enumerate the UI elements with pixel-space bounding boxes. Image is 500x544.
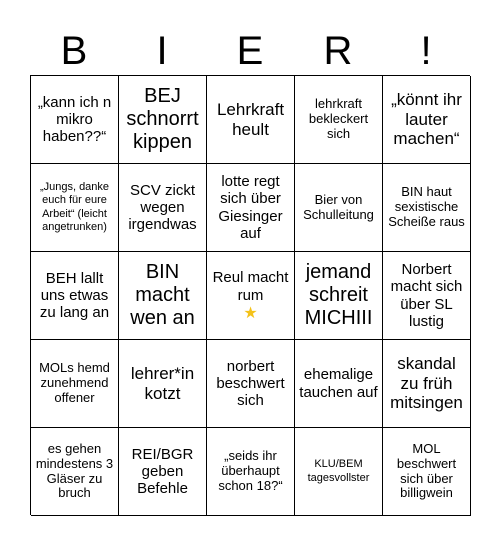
bingo-cell[interactable] [207, 340, 295, 428]
cell-text: BIN macht wen an [130, 261, 195, 329]
bingo-cell[interactable] [383, 428, 471, 516]
bingo-cell[interactable] [295, 76, 383, 164]
bingo-cell[interactable] [119, 76, 207, 164]
bingo-cell[interactable] [207, 428, 295, 516]
cell-text: lotte regt sich über Giesinger auf [218, 173, 283, 242]
bingo-cell[interactable] [119, 428, 207, 516]
bingo-cell[interactable] [31, 252, 119, 340]
bingo-cell[interactable] [119, 164, 207, 252]
title-letter-r: R [323, 29, 353, 73]
bingo-cell[interactable] [207, 164, 295, 252]
cell-text: lehrkraft bekleckert sich [308, 96, 369, 141]
cell-text: SCV zickt wegen irgendwas [128, 181, 197, 234]
bingo-cell[interactable] [295, 164, 383, 252]
bingo-card [30, 75, 470, 515]
cell-text: jemand schreit MICHIII [304, 261, 373, 329]
cell-text: ehemalige tauchen auf [299, 366, 378, 401]
cell-text: MOLs hemd zunehmend offener [39, 360, 110, 405]
bingo-cell[interactable] [119, 252, 207, 340]
cell-text: Norbert macht sich über SL lustig [390, 261, 463, 330]
title-letter-b: B [60, 29, 88, 73]
bingo-cell[interactable] [207, 76, 295, 164]
bingo-title [30, 28, 470, 74]
cell-text: norbert beschwert sich [216, 357, 285, 410]
cell-text: skandal zu früh mitsingen [390, 354, 463, 413]
cell-text: „seids ihr überhaupt schon 18?“ [218, 448, 283, 493]
bingo-cell[interactable] [31, 428, 119, 516]
star-icon: ★ [243, 304, 258, 322]
bingo-cell[interactable] [383, 164, 471, 252]
bingo-cell[interactable] [31, 340, 119, 428]
title-letter-e: E [236, 29, 264, 73]
cell-text: KLU/BEM tagesvollster [307, 458, 370, 484]
bingo-cell[interactable] [383, 76, 471, 164]
cell-text: lehrer*in kotzt [130, 363, 195, 403]
bingo-cell[interactable] [31, 164, 119, 252]
bingo-cell[interactable] [295, 252, 383, 340]
cell-text: REI/BGR geben Befehle [131, 445, 194, 498]
cell-text: BIN haut sexistische Scheiße raus [388, 184, 465, 229]
cell-text: „kann ich n mikro haben??“ [37, 93, 112, 146]
bingo-cell[interactable] [295, 340, 383, 428]
bingo-cell[interactable] [383, 340, 471, 428]
cell-text: „Jungs, danke euch für eure Arbeit“ (leicht angetrunken) [39, 181, 110, 233]
title-letter-i: I [156, 29, 168, 73]
cell-text: „könnt ihr lauter machen“ [391, 90, 462, 149]
cell-text: Bier von Schulleitung [303, 191, 374, 222]
cell-text: es gehen mindestens 3 Gläser zu bruch [35, 440, 114, 501]
bingo-cell[interactable] [31, 76, 119, 164]
cell-text: Lehrkraft heult [216, 99, 285, 139]
cell-text: MOL beschwert sich über billigwein [396, 440, 457, 501]
title-letter-exclamation: ! [420, 29, 432, 73]
cell-text: BEJ schnorrt kippen [126, 85, 199, 153]
bingo-cell[interactable] [119, 340, 207, 428]
bingo-cell-free[interactable] [207, 252, 295, 340]
bingo-cell[interactable] [295, 428, 383, 516]
cell-text: BEH lallt uns etwas zu lang an [39, 269, 110, 322]
bingo-cell[interactable] [383, 252, 471, 340]
cell-text: Reul macht rum [212, 269, 289, 304]
